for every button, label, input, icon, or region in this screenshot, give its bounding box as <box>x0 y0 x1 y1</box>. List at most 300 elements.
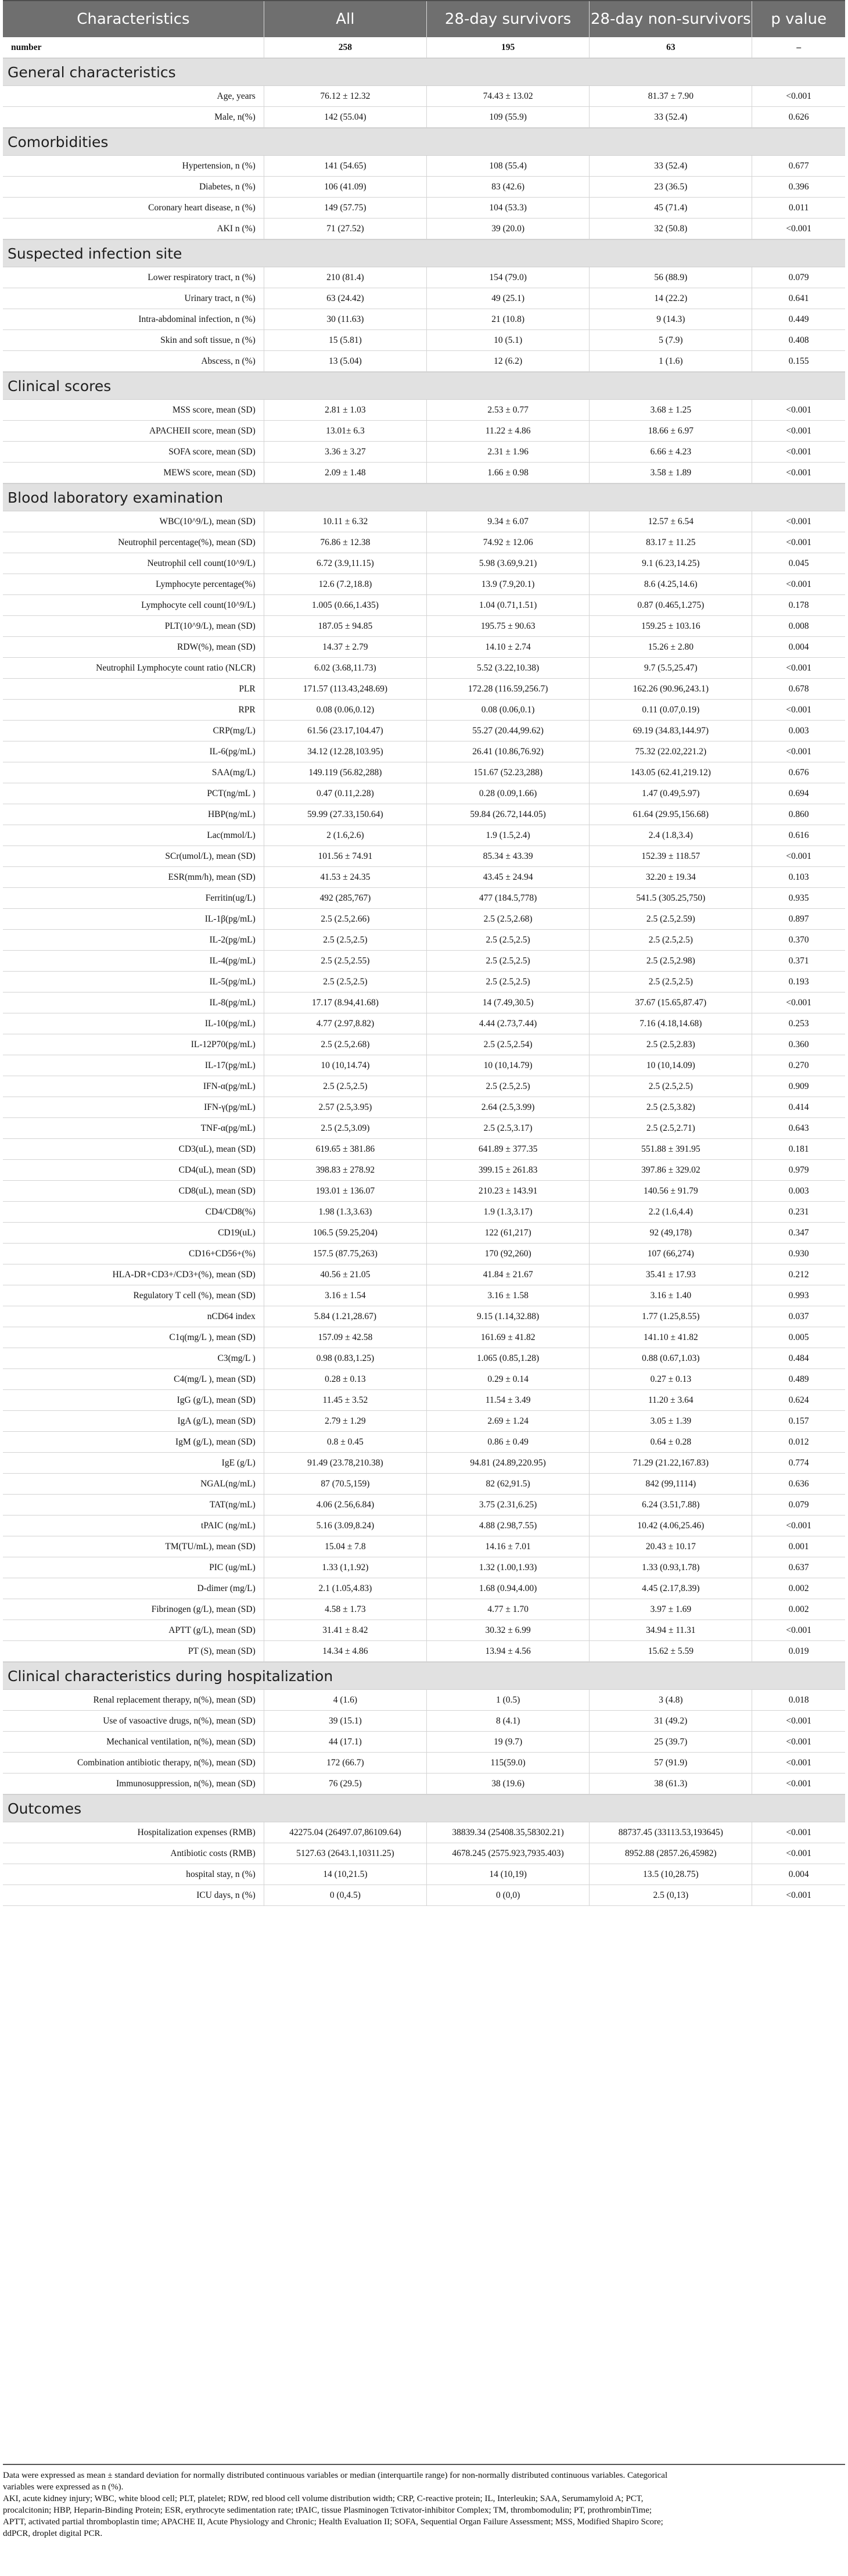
table-row <box>3 1390 845 1411</box>
value-non-survivors: 32.20 ± 19.34 <box>589 867 752 887</box>
value-non-survivors: 69.19 (34.83,144.97) <box>589 721 752 741</box>
row-label: D-dimer (mg/L) <box>197 1583 256 1593</box>
p-value: <0.001 <box>752 658 845 678</box>
table-row <box>3 1034 845 1055</box>
p-value: <0.001 <box>752 1843 845 1864</box>
row-label: Immunosuppression, n(%), mean (SD) <box>116 1778 256 1789</box>
value-all: 0.28 ± 0.13 <box>264 1369 426 1389</box>
value-survivors: 85.34 ± 43.39 <box>426 846 589 866</box>
row-label: AKI n (%) <box>217 223 256 234</box>
value-all: 106 (41.09) <box>264 177 426 197</box>
value-all: 4 (1.6) <box>264 1690 426 1710</box>
value-all: 2.5 (2.5,2.5) <box>264 972 426 992</box>
p-value: 0.037 <box>752 1306 845 1327</box>
table-row <box>3 930 845 951</box>
table-row <box>3 1843 845 1864</box>
row-label: PLT(10^9/L), mean (SD) <box>164 621 256 631</box>
value-all: 0.47 (0.11,2.28) <box>264 783 426 804</box>
value-non-survivors: 9.1 (6.23,14.25) <box>589 553 752 574</box>
row-label: Intra-abdominal infection, n (%) <box>138 314 256 324</box>
table-row <box>3 532 845 553</box>
value-non-survivors: 83.17 ± 11.25 <box>589 532 752 553</box>
section-title: Clinical scores <box>8 377 112 395</box>
value-non-survivors: 159.25 ± 103.16 <box>589 616 752 636</box>
value-survivors: 108 (55.4) <box>426 156 589 176</box>
table-row <box>3 156 845 177</box>
p-value: 0.193 <box>752 972 845 992</box>
value-all: 172 (66.7) <box>264 1753 426 1773</box>
p-value: 0.930 <box>752 1244 845 1264</box>
value-non-survivors: 81.37 ± 7.90 <box>589 86 752 106</box>
row-label: MSS score, mean (SD) <box>172 404 256 415</box>
value-all: 142 (55.04) <box>264 107 426 127</box>
row-label: Abscess, n (%) <box>201 356 256 366</box>
section-header <box>3 239 845 267</box>
value-all: 5.16 (3.09,8.24) <box>264 1515 426 1536</box>
value-all: 149 (57.75) <box>264 198 426 218</box>
row-label: IgG (g/L), mean (SD) <box>177 1395 256 1405</box>
value-non-survivors: 11.20 ± 3.64 <box>589 1390 752 1410</box>
value-non-survivors: 88737.45 (33113.53,193645) <box>589 1822 752 1843</box>
table-row <box>3 658 845 679</box>
row-label: APACHEII score, mean (SD) <box>149 425 256 436</box>
p-value: <0.001 <box>752 1711 845 1731</box>
table-row <box>3 1515 845 1536</box>
value-survivors: 4.44 (2.73,7.44) <box>426 1013 589 1034</box>
value-non-survivors: 23 (36.5) <box>589 177 752 197</box>
p-value: <0.001 <box>752 1822 845 1843</box>
value-survivors: 161.69 ± 41.82 <box>426 1327 589 1348</box>
value-survivors: 2.5 (2.5,2.68) <box>426 909 589 929</box>
table-row <box>3 804 845 825</box>
value-all: 1.33 (1,1.92) <box>264 1557 426 1578</box>
p-value: 0.993 <box>752 1285 845 1306</box>
value-survivors: 1.9 (1.5,2.4) <box>426 825 589 845</box>
row-label: TNF-α(pg/mL) <box>200 1123 256 1133</box>
header-characteristics: Characteristics <box>77 10 190 28</box>
value-non-survivors: 10 (10,14.09) <box>589 1055 752 1076</box>
value-survivors: 3.16 ± 1.58 <box>426 1285 589 1306</box>
value-survivors: 2.5 (2.5,2.5) <box>426 972 589 992</box>
value-non-survivors: 12.57 ± 6.54 <box>589 511 752 532</box>
value-survivors: 195.75 ± 90.63 <box>426 616 589 636</box>
p-value: 0.370 <box>752 930 845 950</box>
p-value: 0.003 <box>752 1181 845 1201</box>
row-label: SOFA score, mean (SD) <box>168 446 256 457</box>
value-survivors: 2.64 (2.5,3.99) <box>426 1097 589 1117</box>
value-survivors: 38839.34 (25408.35,58302.21) <box>426 1822 589 1843</box>
value-survivors: 11.54 ± 3.49 <box>426 1390 589 1410</box>
p-value: <0.001 <box>752 1774 845 1794</box>
row-label: HBP(ng/mL) <box>207 809 256 819</box>
row-label: TAT(ng/mL) <box>209 1499 256 1510</box>
row-label: Lower respiratory tract, n (%) <box>148 272 256 282</box>
value-survivors: 1.9 (1.3,3.17) <box>426 1202 589 1222</box>
value-all: 14 (10,21.5) <box>264 1864 426 1884</box>
value-non-survivors: 842 (99,1114) <box>589 1474 752 1494</box>
row-label: ESR(mm/h), mean (SD) <box>168 872 256 882</box>
table-row <box>3 1369 845 1390</box>
value-all: 141 (54.65) <box>264 156 426 176</box>
p-value: 0.018 <box>752 1690 845 1710</box>
p-value: 0.396 <box>752 177 845 197</box>
value-all: 0.98 (0.83,1.25) <box>264 1348 426 1368</box>
value-all: 91.49 (23.78,210.38) <box>264 1453 426 1473</box>
table-row <box>3 1013 845 1034</box>
value-all: 106.5 (59.25,204) <box>264 1223 426 1243</box>
p-value: 0.002 <box>752 1578 845 1599</box>
section-header <box>3 1794 845 1822</box>
value-all: 2.5 (2.5,2.66) <box>264 909 426 929</box>
value-survivors: 172.28 (116.59,256.7) <box>426 679 589 699</box>
value-survivors: 2.5 (2.5,2.5) <box>426 930 589 950</box>
p-value: <0.001 <box>752 86 845 106</box>
value-all: 210 (81.4) <box>264 267 426 288</box>
p-value: 0.103 <box>752 867 845 887</box>
value-non-survivors: 38 (61.3) <box>589 1774 752 1794</box>
p-value: <0.001 <box>752 442 845 462</box>
value-survivors: 9.34 ± 6.07 <box>426 511 589 532</box>
p-value: 0.011 <box>752 198 845 218</box>
value-survivors: 59.84 (26.72,144.05) <box>426 804 589 825</box>
row-label: CD16+CD56+(%) <box>188 1248 256 1259</box>
value-survivors: 2.53 ± 0.77 <box>426 400 589 420</box>
row-label: RPR <box>238 704 256 715</box>
table-row <box>3 741 845 762</box>
p-value: <0.001 <box>752 700 845 720</box>
row-label: Lymphocyte cell count(10^9/L) <box>141 600 256 610</box>
table-row <box>3 1202 845 1223</box>
value-all: 2.5 (2.5,3.09) <box>264 1118 426 1138</box>
value-non-survivors: 56 (88.9) <box>589 267 752 288</box>
table-row <box>3 1822 845 1843</box>
row-label: ICU days, n (%) <box>196 1890 256 1900</box>
p-value: 0.008 <box>752 616 845 636</box>
row-label: C4(mg/L ), mean (SD) <box>174 1374 256 1384</box>
p-value: <0.001 <box>752 1620 845 1640</box>
row-label: TM(TU/mL), mean (SD) <box>165 1541 256 1552</box>
value-survivors: 21 (10.8) <box>426 309 589 329</box>
value-survivors: 8 (4.1) <box>426 1711 589 1731</box>
value-all: 3.16 ± 1.54 <box>264 1285 426 1306</box>
row-label: hospital stay, n (%) <box>186 1869 256 1879</box>
table-row <box>3 1711 845 1732</box>
row-label: tPAIC (ng/mL) <box>201 1520 256 1531</box>
characteristics-table <box>3 0 845 1906</box>
section-header <box>3 372 845 400</box>
value-all: 157.5 (87.75,263) <box>264 1244 426 1264</box>
table-row <box>3 616 845 637</box>
row-label: IL-5(pg/mL) <box>209 976 256 987</box>
p-value: 0.157 <box>752 1411 845 1431</box>
p-value: 0.004 <box>752 1864 845 1884</box>
table-row <box>3 1557 845 1578</box>
value-all: 5.84 (1.21,28.67) <box>264 1306 426 1327</box>
row-label: Neutrophil Lymphocyte count ratio (NLCR) <box>96 662 256 673</box>
value-survivors: 2.31 ± 1.96 <box>426 442 589 462</box>
row-label: IFN-γ(pg/mL) <box>204 1102 256 1112</box>
p-value: <0.001 <box>752 400 845 420</box>
row-label: IgE (g/L) <box>221 1457 256 1468</box>
value-non-survivors: 1.33 (0.93,1.78) <box>589 1557 752 1578</box>
row-label: PT (S), mean (SD) <box>188 1646 256 1656</box>
value-survivors: 1.66 ± 0.98 <box>426 463 589 483</box>
row-label: Antibiotic costs (RMB) <box>170 1848 256 1858</box>
table-row <box>3 1599 845 1620</box>
table-row <box>3 1690 845 1711</box>
value-survivors: 43.45 ± 24.94 <box>426 867 589 887</box>
value-non-survivors: 107 (66,274) <box>589 1244 752 1264</box>
table-row <box>3 511 845 532</box>
p-value: 0.624 <box>752 1390 845 1410</box>
value-all: 5127.63 (2643.1,10311.25) <box>264 1843 426 1864</box>
value-survivors: 154 (79.0) <box>426 267 589 288</box>
value-non-survivors: 7.16 (4.18,14.68) <box>589 1013 752 1034</box>
p-value: <0.001 <box>752 1753 845 1773</box>
value-survivors: 2.5 (2.5,2.5) <box>426 1076 589 1097</box>
table-row <box>3 1264 845 1285</box>
header-survivors: 28-day survivors <box>426 1 589 37</box>
value-all: 17.17 (8.94,41.68) <box>264 993 426 1013</box>
p-value: 0.909 <box>752 1076 845 1097</box>
value-survivors: 82 (62,91.5) <box>426 1474 589 1494</box>
value-all: 31.41 ± 8.42 <box>264 1620 426 1640</box>
number-all: 258 <box>264 37 426 58</box>
value-non-survivors: 6.24 (3.51,7.88) <box>589 1495 752 1515</box>
table-row <box>3 1536 845 1557</box>
value-survivors: 14 (10,19) <box>426 1864 589 1884</box>
value-survivors: 55.27 (20.44,99.62) <box>426 721 589 741</box>
value-survivors: 10 (10,14.79) <box>426 1055 589 1076</box>
p-value: 0.616 <box>752 825 845 845</box>
section-title: Outcomes <box>8 1800 82 1817</box>
table-row <box>3 1578 845 1599</box>
number-survivors: 195 <box>426 37 589 58</box>
value-all: 2.5 (2.5,2.55) <box>264 951 426 971</box>
section-title: Suspected infection site <box>8 245 182 262</box>
row-label: nCD64 index <box>207 1311 256 1321</box>
value-survivors: 0.28 (0.09,1.66) <box>426 783 589 804</box>
row-label: Renal replacement therapy, n(%), mean (SD) <box>93 1694 256 1705</box>
p-value: 0.897 <box>752 909 845 929</box>
row-label: Combination antibiotic therapy, n(%), mean (SD) <box>77 1757 256 1768</box>
value-non-survivors: 15.26 ± 2.80 <box>589 637 752 657</box>
value-non-survivors: 18.66 ± 6.97 <box>589 421 752 441</box>
value-survivors: 49 (25.1) <box>426 288 589 309</box>
row-label: Coronary heart disease, n (%) <box>148 202 256 213</box>
p-value: 0.045 <box>752 553 845 574</box>
value-non-survivors: 2.5 (2.5,3.82) <box>589 1097 752 1117</box>
table-body <box>3 58 845 1906</box>
section-title: Clinical characteristics during hospitalization <box>8 1667 333 1685</box>
row-label: Neutrophil percentage(%), mean (SD) <box>118 537 256 547</box>
p-value: <0.001 <box>752 1732 845 1752</box>
row-label: CD19(uL) <box>218 1227 256 1238</box>
row-label: APTT (g/L), mean (SD) <box>168 1625 256 1635</box>
value-all: 14.37 ± 2.79 <box>264 637 426 657</box>
p-value: <0.001 <box>752 846 845 866</box>
value-all: 2.1 (1.05,4.83) <box>264 1578 426 1599</box>
value-non-survivors: 9.7 (5.5,25.47) <box>589 658 752 678</box>
row-label: CD8(uL), mean (SD) <box>178 1185 256 1196</box>
table-header <box>3 0 845 37</box>
value-non-survivors: 0.87 (0.465,1.275) <box>589 595 752 615</box>
table-row <box>3 400 845 421</box>
table-row <box>3 888 845 909</box>
row-label: Age, years <box>217 91 256 101</box>
value-all: 3.36 ± 3.27 <box>264 442 426 462</box>
table-row <box>3 1160 845 1181</box>
table-row <box>3 86 845 107</box>
row-label: IL-2(pg/mL) <box>209 934 256 945</box>
value-non-survivors: 92 (49,178) <box>589 1223 752 1243</box>
header-all: All <box>264 1 426 37</box>
value-all: 2.79 ± 1.29 <box>264 1411 426 1431</box>
value-non-survivors: 71.29 (21.22,167.83) <box>589 1453 752 1473</box>
value-non-survivors: 6.66 ± 4.23 <box>589 442 752 462</box>
value-non-survivors: 57 (91.9) <box>589 1753 752 1773</box>
value-survivors: 210.23 ± 143.91 <box>426 1181 589 1201</box>
value-all: 4.58 ± 1.73 <box>264 1599 426 1620</box>
value-all: 2.09 ± 1.48 <box>264 463 426 483</box>
value-non-survivors: 0.11 (0.07,0.19) <box>589 700 752 720</box>
value-survivors: 38 (19.6) <box>426 1774 589 1794</box>
row-label: IL-12P70(pg/mL) <box>191 1039 256 1049</box>
p-value: 0.360 <box>752 1034 845 1055</box>
p-value: 0.979 <box>752 1160 845 1180</box>
value-non-survivors: 3.97 ± 1.69 <box>589 1599 752 1620</box>
value-non-survivors: 5 (7.9) <box>589 330 752 350</box>
p-value: 0.079 <box>752 1495 845 1515</box>
section-header <box>3 58 845 86</box>
value-all: 492 (285,767) <box>264 888 426 908</box>
table-row <box>3 288 845 309</box>
value-all: 12.6 (7.2,18.8) <box>264 574 426 594</box>
table-row <box>3 421 845 442</box>
value-non-survivors: 2.5 (2.5,2.5) <box>589 972 752 992</box>
value-non-survivors: 2.4 (1.8,3.4) <box>589 825 752 845</box>
value-all: 4.77 (2.97,8.82) <box>264 1013 426 1034</box>
value-survivors: 30.32 ± 6.99 <box>426 1620 589 1640</box>
table-row <box>3 867 845 888</box>
table-row <box>3 972 845 993</box>
row-label: Neutrophil cell count(10^9/L) <box>147 558 256 568</box>
section-header <box>3 1662 845 1690</box>
table-row <box>3 463 845 483</box>
p-value: <0.001 <box>752 463 845 483</box>
p-value: 0.253 <box>752 1013 845 1034</box>
p-value: 0.347 <box>752 1223 845 1243</box>
value-survivors: 14.16 ± 7.01 <box>426 1536 589 1557</box>
value-survivors: 0.86 ± 0.49 <box>426 1432 589 1452</box>
table-row <box>3 1097 845 1118</box>
value-survivors: 10 (5.1) <box>426 330 589 350</box>
p-value: <0.001 <box>752 1515 845 1536</box>
value-non-survivors: 0.27 ± 0.13 <box>589 1369 752 1389</box>
table-row <box>3 1223 845 1244</box>
value-non-survivors: 10.42 (4.06,25.46) <box>589 1515 752 1536</box>
value-non-survivors: 20.43 ± 10.17 <box>589 1536 752 1557</box>
table-row <box>3 1118 845 1139</box>
table-row <box>3 1885 845 1906</box>
footnote-line: Data were expressed as mean ± standard deviation for normally distributed continuous variables or median (interquartile range) for non-normally distributed continuous variables. Categorical <box>3 2471 668 2480</box>
table-row <box>3 1139 845 1160</box>
value-survivors: 104 (53.3) <box>426 198 589 218</box>
footnote-line: ddPCR, droplet digital PCR. <box>3 2529 103 2538</box>
value-all: 157.09 ± 42.58 <box>264 1327 426 1348</box>
table-row <box>3 177 845 198</box>
value-survivors: 13.94 ± 4.56 <box>426 1641 589 1661</box>
footnote-line: variables were expressed as n (%). <box>3 2482 124 2492</box>
value-survivors: 1.04 (0.71,1.51) <box>426 595 589 615</box>
p-value: <0.001 <box>752 574 845 594</box>
section-header <box>3 483 845 511</box>
table-row <box>3 1432 845 1453</box>
table-row <box>3 442 845 463</box>
p-value: <0.001 <box>752 532 845 553</box>
value-all: 0.08 (0.06,0.12) <box>264 700 426 720</box>
table-row <box>3 993 845 1013</box>
value-survivors: 26.41 (10.86,76.92) <box>426 741 589 762</box>
value-all: 619.65 ± 381.86 <box>264 1139 426 1159</box>
value-non-survivors: 152.39 ± 118.57 <box>589 846 752 866</box>
value-all: 13 (5.04) <box>264 351 426 371</box>
value-non-survivors: 140.56 ± 91.79 <box>589 1181 752 1201</box>
value-non-survivors: 32 (50.8) <box>589 218 752 239</box>
value-non-survivors: 2.5 (2.5,2.5) <box>589 930 752 950</box>
table-row <box>3 553 845 574</box>
value-survivors: 5.98 (3.69,9.21) <box>426 553 589 574</box>
value-all: 41.53 ± 24.35 <box>264 867 426 887</box>
p-value: 0.019 <box>752 1641 845 1661</box>
value-all: 10.11 ± 6.32 <box>264 511 426 532</box>
value-non-survivors: 34.94 ± 11.31 <box>589 1620 752 1640</box>
value-all: 2.5 (2.5,2.5) <box>264 1076 426 1097</box>
value-all: 14.34 ± 4.86 <box>264 1641 426 1661</box>
value-non-survivors: 33 (52.4) <box>589 156 752 176</box>
table-row <box>3 1327 845 1348</box>
value-all: 1.005 (0.66,1.435) <box>264 595 426 615</box>
value-all: 6.02 (3.68,11.73) <box>264 658 426 678</box>
row-label: RDW(%), mean (SD) <box>177 642 256 652</box>
value-non-survivors: 0.64 ± 0.28 <box>589 1432 752 1452</box>
value-survivors: 94.81 (24.89,220.95) <box>426 1453 589 1473</box>
table-row <box>3 1495 845 1515</box>
value-non-survivors: 1.77 (1.25,8.55) <box>589 1306 752 1327</box>
table-row <box>3 825 845 846</box>
value-survivors: 41.84 ± 21.67 <box>426 1264 589 1285</box>
row-label: Lymphocyte percentage(%) <box>156 579 256 589</box>
p-value: <0.001 <box>752 1885 845 1905</box>
table-row <box>3 1474 845 1495</box>
value-all: 2.81 ± 1.03 <box>264 400 426 420</box>
p-value: 0.155 <box>752 351 845 371</box>
value-all: 2.57 (2.5,3.95) <box>264 1097 426 1117</box>
value-non-survivors: 61.64 (29.95,156.68) <box>589 804 752 825</box>
row-label: Hospitalization expenses (RMB) <box>137 1827 256 1837</box>
table-row <box>3 574 845 595</box>
value-non-survivors: 3.16 ± 1.40 <box>589 1285 752 1306</box>
value-non-survivors: 25 (39.7) <box>589 1732 752 1752</box>
value-all: 61.56 (23.17,104.47) <box>264 721 426 741</box>
value-survivors: 5.52 (3.22,10.38) <box>426 658 589 678</box>
row-label: PLR <box>239 683 256 694</box>
section-title: General characteristics <box>8 63 176 81</box>
table-row <box>3 595 845 616</box>
row-label: IL-4(pg/mL) <box>209 955 256 966</box>
value-non-survivors: 2.5 (2.5,2.5) <box>589 1076 752 1097</box>
section-title: Comorbidities <box>8 133 109 151</box>
